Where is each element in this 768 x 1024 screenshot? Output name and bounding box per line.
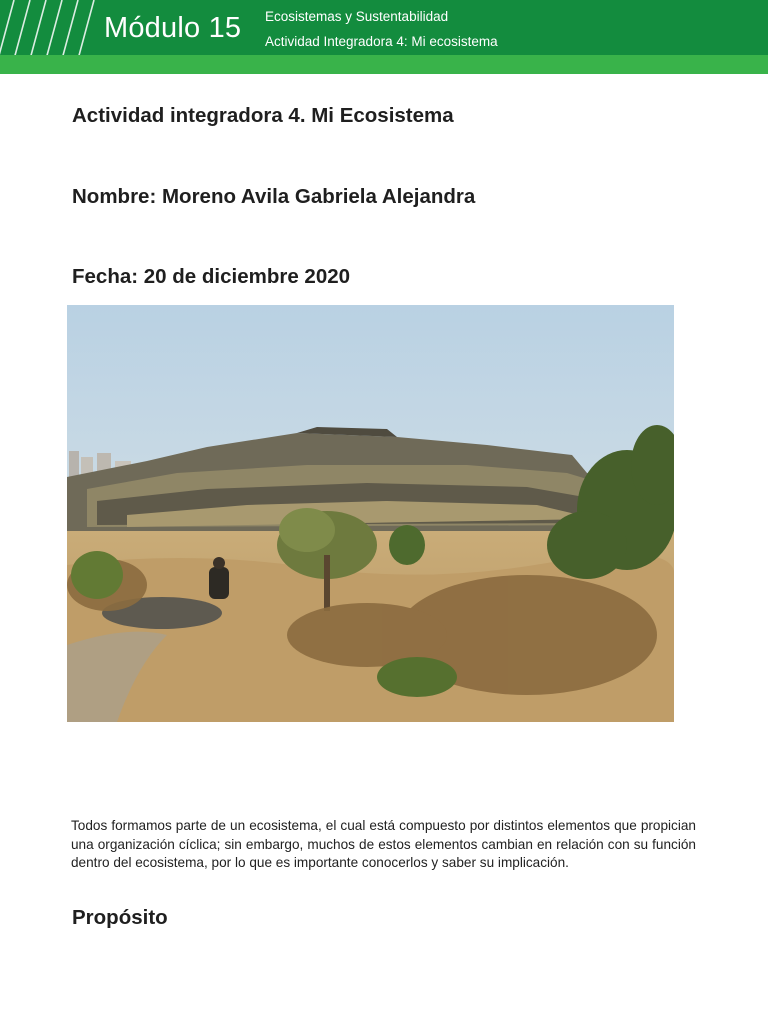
student-name: Nombre: Moreno Avila Gabriela Alejandra <box>72 185 476 208</box>
document-title: Actividad integradora 4. Mi Ecosistema <box>72 104 454 127</box>
module-title: Módulo 15 <box>104 12 242 44</box>
intro-paragraph: Todos formamos parte de un ecosistema, el cual está compuesto por distintos elementos que propician una organización cíclica; sin embargo, muchos de estos elementos cambian en relación con su función dentro del ecosistema, por lo que es importante conocerlos y saber su implicación. <box>71 818 696 871</box>
header-band <box>0 55 768 74</box>
activity-name: Actividad Integradora 4: Mi ecosistema <box>265 34 498 49</box>
ecosystem-photo <box>67 305 674 722</box>
section-heading-proposito: Propósito <box>72 906 168 929</box>
module-header <box>0 0 768 74</box>
document-date: Fecha: 20 de diciembre 2020 <box>72 265 351 288</box>
course-name: Ecosistemas y Sustentabilidad <box>265 9 449 24</box>
landscape-photo-icon <box>67 305 674 722</box>
